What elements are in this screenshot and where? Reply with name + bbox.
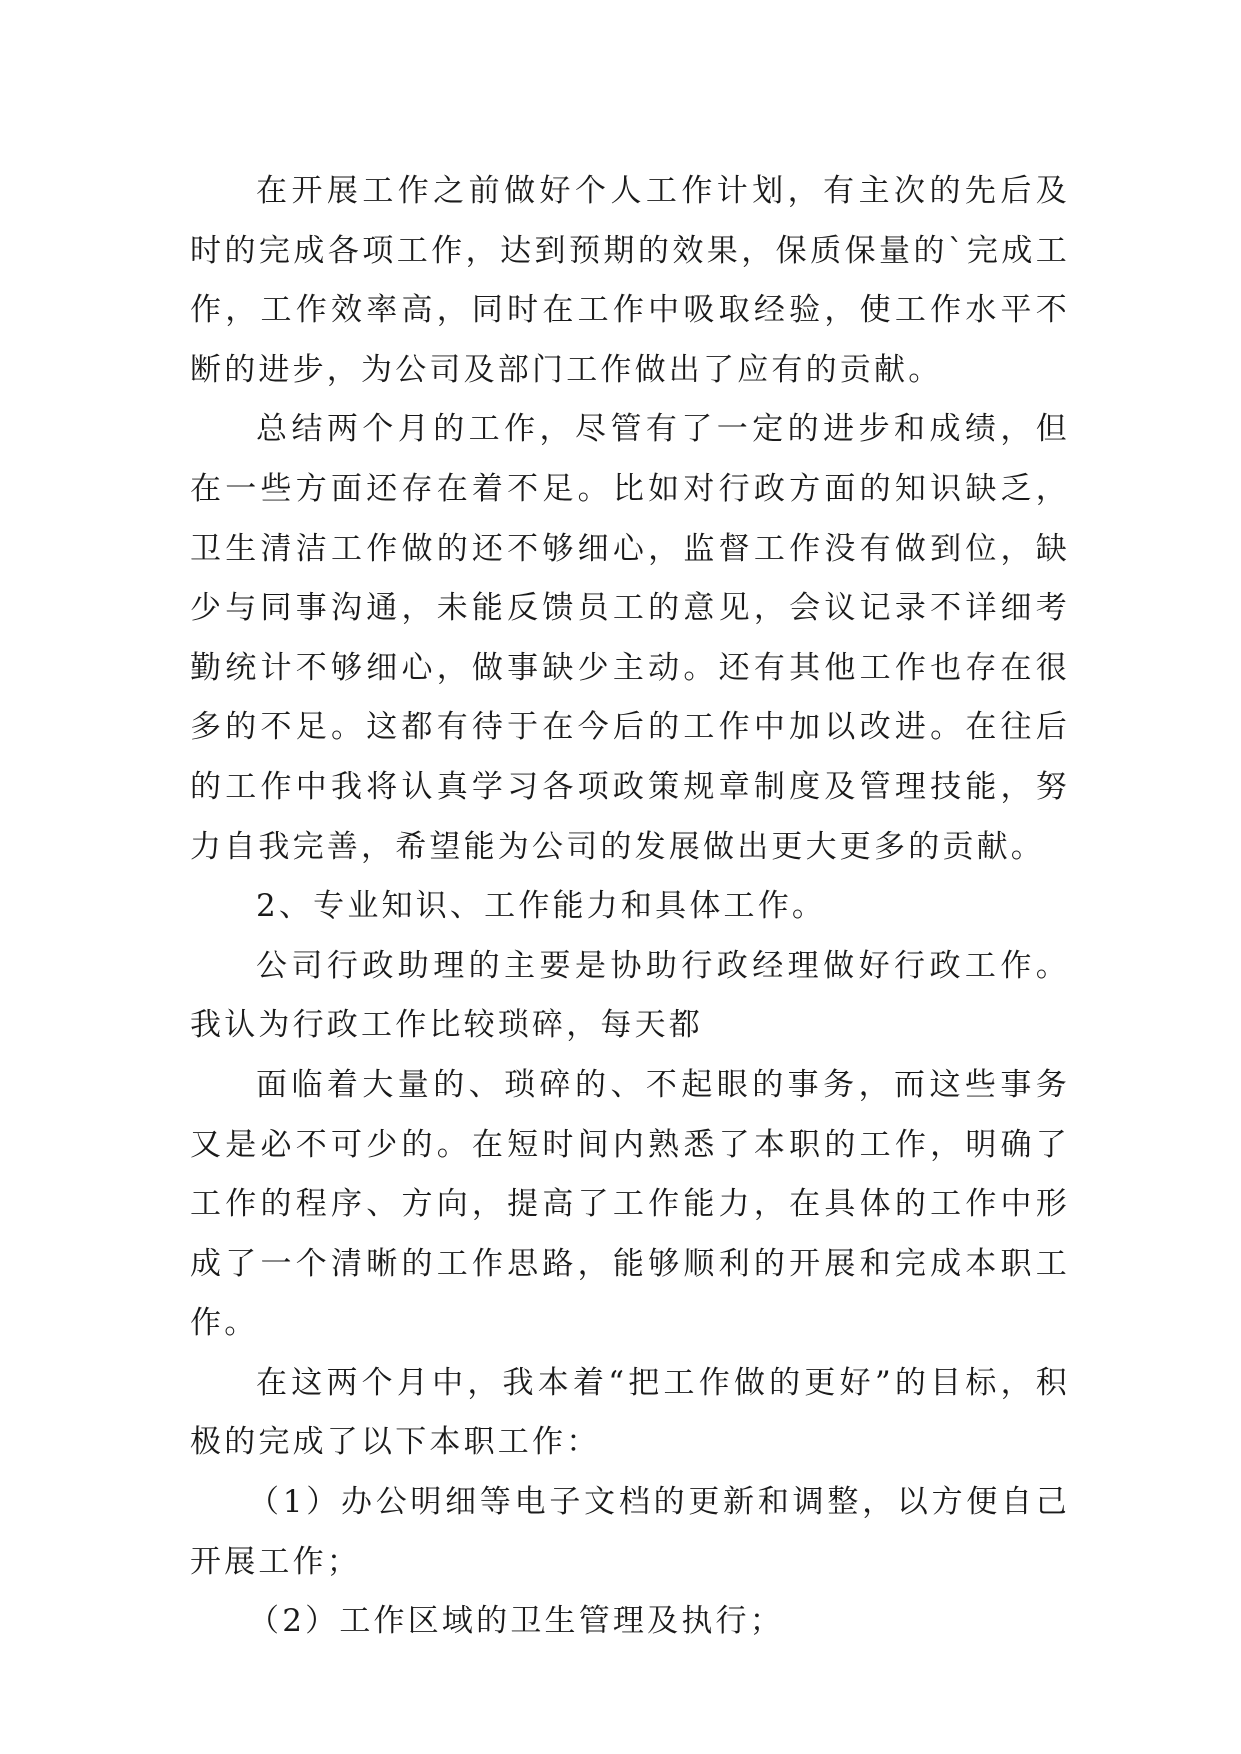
paragraph-summary-shortcomings: 总结两个月的工作，尽管有了一定的进步和成绩，但在一些方面还存在着不足。比如对行政方面的知识缺乏，卫生清洁工作做的还不够细心，监督工作没有做到位，缺少与同事沟通，未能反馈员工的意见，会议记录不详细考勤统计不够细心，做事缺少主动。还有其他工作也存在很多的不足。这都有待于在今后的工作中加以改进。在往后的工作中我将认真学习各项政策规章制度及管理技能，努力自我完善，希望能为公司的发展做出更大更多的贡献。 <box>190 411 1070 865</box>
paragraph-two-months-goal: 在这两个月中，我本着“把工作做的更好”的目标，积极的完成了以下本职工作： <box>190 1364 1070 1461</box>
document-body <box>190 162 1070 1652</box>
paragraph-work-plan: 在开展工作之前做好个人工作计划，有主次的先后及时的完成各项工作，达到预期的效果，保质保量的`完成工作，工作效率高，同时在工作中吸取经验，使工作水平不断的进步，为公司及部门工作做出了应有的贡献。 <box>190 173 1070 388</box>
list-item-2: （2）工作区域的卫生管理及执行； <box>248 1603 784 1640</box>
list-item-1: （1）办公明细等电子文档的更新和调整，以方便自己开展工作； <box>190 1484 1070 1580</box>
paragraph-admin-assistant-role: 公司行政助理的主要是协助行政经理做好行政工作。我认为行政工作比较琐碎，每天都 <box>190 947 1070 1044</box>
paragraph-daily-affairs: 面临着大量的、琐碎的、不起眼的事务，而这些事务又是必不可少的。在短时间内熟悉了本职的工作，明确了工作的程序、方向，提高了工作能力，在具体的工作中形成了一个清晰的工作思路，能够顺利的开展和完成本职工作。 <box>190 1066 1070 1342</box>
paragraph-section-heading: 2、专业知识、工作能力和具体工作。 <box>256 888 827 925</box>
